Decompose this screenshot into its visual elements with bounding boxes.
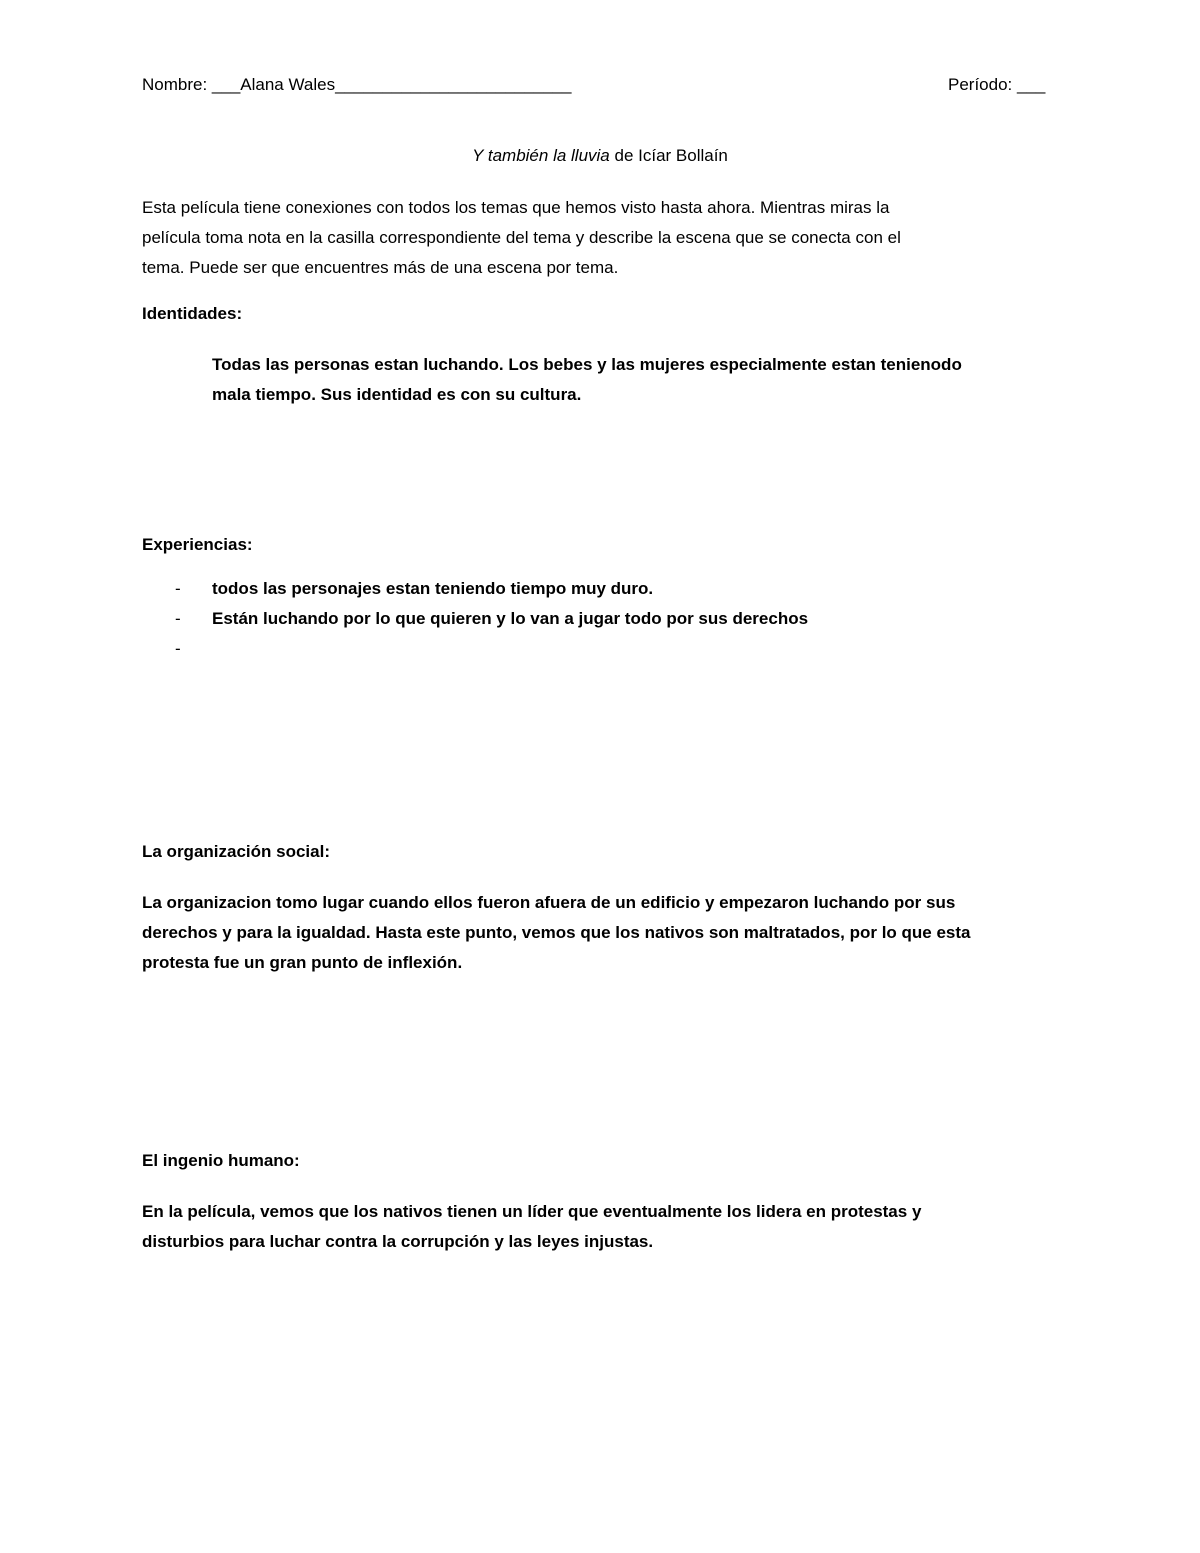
intro-line: Esta película tiene conexiones con todos los temas que hemos visto hasta ahora. Mientras miras la bbox=[142, 198, 890, 217]
answer-line: En la película, vemos que los nativos tienen un líder que eventualmente los lidera en protestas y bbox=[142, 1202, 922, 1221]
answer-line: disturbios para luchar contra la corrupción y las leyes injustas. bbox=[142, 1232, 654, 1251]
bullet-marker: - bbox=[175, 579, 181, 598]
document-title bbox=[0, 146, 1200, 166]
intro-line: tema. Puede ser que encuentres más de una escena por tema. bbox=[142, 258, 619, 277]
section-heading-ingenio: El ingenio humano: bbox=[142, 1151, 300, 1170]
name-value: ___Alana Wales_________________________ bbox=[211, 75, 572, 94]
list-item bbox=[0, 639, 1200, 669]
experiencias-list bbox=[0, 579, 1200, 669]
answer-line: mala tiempo. Sus identidad es con su cultura. bbox=[212, 385, 582, 404]
answer-line: protesta fue un gran punto de inflexión. bbox=[142, 953, 463, 972]
bullet-marker: - bbox=[175, 609, 181, 628]
section-heading-organizacion: La organización social: bbox=[142, 842, 330, 861]
name-label: Nombre: bbox=[142, 75, 208, 94]
list-item bbox=[0, 579, 1200, 609]
ingenio-answer bbox=[142, 1197, 921, 1257]
section-heading-identidades: Identidades: bbox=[142, 304, 243, 323]
period-field bbox=[948, 75, 1045, 95]
list-item-text: todos las personajes estan teniendo tiempo muy duro. bbox=[212, 579, 654, 598]
period-value: ___ bbox=[1017, 75, 1046, 94]
intro-paragraph bbox=[142, 193, 901, 283]
section-heading-experiencias: Experiencias: bbox=[142, 535, 253, 554]
answer-line: Todas las personas estan luchando. Los bebes y las mujeres especialmente estan tenienodo bbox=[212, 355, 962, 374]
answer-line: La organizacion tomo lugar cuando ellos fueron afuera de un edificio y empezaron luchando por sus bbox=[142, 893, 956, 912]
list-item bbox=[0, 609, 1200, 639]
list-item-text: Están luchando por lo que quieren y lo van a jugar todo por sus derechos bbox=[212, 609, 809, 628]
name-field bbox=[142, 75, 571, 95]
film-title: Y también la lluvia bbox=[472, 146, 610, 165]
intro-line: película toma nota en la casilla correspondiente del tema y describe la escena que se conecta con el bbox=[142, 228, 901, 247]
film-director: de Icíar Bollaín bbox=[609, 146, 728, 165]
organizacion-answer bbox=[142, 888, 971, 978]
answer-line: derechos y para la igualdad. Hasta este punto, vemos que los nativos son maltratados, por lo que esta bbox=[142, 923, 971, 942]
bullet-marker: - bbox=[175, 639, 181, 658]
identidades-answer bbox=[212, 350, 962, 410]
period-label: Período: bbox=[948, 75, 1013, 94]
